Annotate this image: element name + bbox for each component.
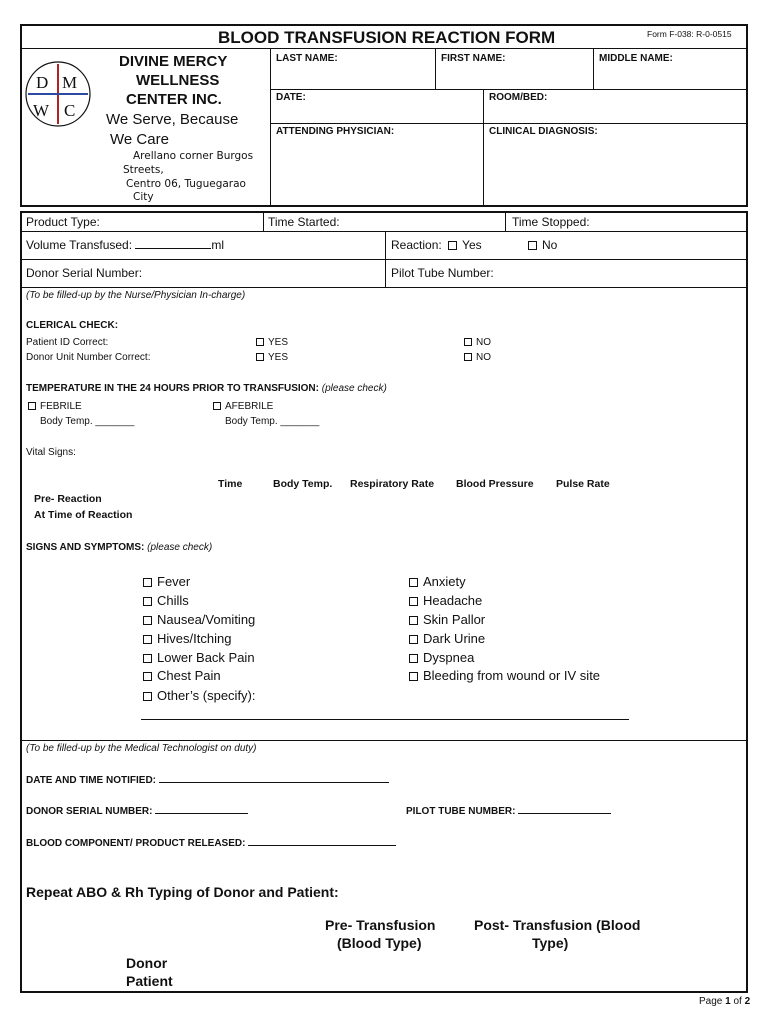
medtech-note: (To be filled-up by the Medical Technologist on duty) (26, 743, 257, 754)
page-indicator (699, 996, 750, 1007)
hives-label: Hives/Itching (157, 631, 232, 646)
donor-unit-no-label: NO (476, 352, 491, 363)
pre-transfusion-header-1: Pre- Transfusion (325, 917, 436, 933)
svg-text:C: C (64, 101, 76, 120)
others-specify-line[interactable] (141, 719, 629, 720)
symptom-dyspnea (409, 650, 474, 665)
vital-col-respiratory-rate: Respiratory Rate (350, 478, 435, 490)
form-code: Form F-038: R-0-0515 (647, 29, 732, 39)
donor-unit-label: Donor Unit Number Correct: (26, 352, 151, 363)
room-bed-field[interactable]: ROOM/BED: (489, 92, 548, 103)
main-form-box (20, 211, 748, 993)
donor-serial-field[interactable]: Donor Serial Number: (26, 266, 143, 280)
pre-transfusion-header-2: (Blood Type) (337, 935, 422, 951)
dyspnea-label: Dyspnea (423, 650, 475, 665)
dark-urine-label: Dark Urine (423, 631, 486, 646)
medtech-pilot-tube-blank[interactable] (518, 813, 611, 814)
org-name-line-3: CENTER INC. (126, 91, 222, 108)
tagline-line-2: We Care (110, 131, 169, 148)
medtech-pilot-tube-field[interactable] (406, 806, 611, 817)
medtech-donor-serial-blank[interactable] (155, 813, 248, 814)
repeat-typing-heading: Repeat ABO & Rh Typing of Donor and Patient: (26, 884, 339, 900)
blood-component-label: BLOOD COMPONENT/ PRODUCT RELEASED: (26, 838, 246, 849)
medtech-divider (20, 740, 748, 741)
page-of-label: of (733, 996, 742, 1007)
middle-name-field[interactable]: MIDDLE NAME: (599, 53, 673, 64)
bleeding-checkbox[interactable] (409, 672, 418, 681)
pilot-tube-field[interactable]: Pilot Tube Number: (391, 266, 494, 280)
patient-id-no-label: NO (476, 337, 491, 348)
signs-heading (26, 542, 212, 553)
vital-row-time-of-reaction: At Time of Reaction (34, 509, 133, 521)
post-transfusion-header-1: Post- Transfusion (Blood (474, 917, 641, 933)
medtech-donor-serial-field[interactable] (26, 806, 248, 817)
symptom-nausea (143, 612, 255, 627)
donor-unit-yes-label: YES (268, 352, 289, 363)
reaction-yes-checkbox[interactable] (448, 241, 457, 250)
afebrile-label: AFEBRILE (225, 401, 274, 412)
lower-back-pain-checkbox[interactable] (143, 654, 152, 663)
tagline-line-1: We Serve, Because (106, 111, 239, 128)
patient-id-yes-option (256, 337, 288, 348)
vital-col-time: Time (218, 478, 243, 490)
headache-label: Headache (423, 593, 483, 608)
reaction-no-option (528, 238, 557, 252)
reaction-no-checkbox[interactable] (528, 241, 537, 250)
lower-back-pain-label: Lower Back Pain (157, 650, 255, 665)
address-line-2: Streets, (123, 164, 164, 176)
transfusion-row-1 (20, 231, 748, 232)
vital-row-pre-reaction: Pre- Reaction (34, 493, 102, 505)
anxiety-label: Anxiety (423, 574, 466, 589)
symptom-chills (143, 593, 189, 608)
afebrile-checkbox[interactable] (213, 402, 221, 410)
transfusion-col-1 (263, 211, 264, 231)
donor-unit-yes-option (256, 352, 288, 363)
skin-pallor-label: Skin Pallor (423, 612, 486, 627)
transfusion-col-3 (385, 231, 386, 287)
date-time-notified-field[interactable] (26, 775, 389, 786)
address-line-4: City (133, 191, 154, 203)
time-stopped-field[interactable]: Time Stopped: (512, 215, 590, 229)
donor-unit-no-checkbox[interactable] (464, 353, 472, 361)
transfusion-col-2 (505, 211, 506, 231)
title-divider (20, 48, 748, 49)
svg-text:W: W (33, 101, 50, 120)
febrile-option (28, 401, 82, 412)
address-line-3: Centro 06, Tuguegarao (126, 178, 246, 190)
afebrile-body-temp[interactable]: Body Temp. _______ (225, 416, 320, 427)
patient-grid-col-3 (483, 89, 484, 207)
bleeding-label: Bleeding from wound or IV site (423, 668, 601, 683)
febrile-body-temp[interactable]: Body Temp. _______ (40, 416, 135, 427)
anxiety-checkbox[interactable] (409, 578, 418, 587)
address-line-1: Arellano corner Burgos (133, 150, 254, 162)
org-name-line-1: DIVINE MERCY (119, 53, 228, 70)
date-time-notified-blank[interactable] (159, 782, 389, 783)
product-type-field[interactable]: Product Type: (26, 215, 100, 229)
afebrile-option (213, 401, 273, 412)
transfusion-row-3 (20, 287, 748, 288)
symptom-hives (143, 631, 231, 646)
patient-grid-row-1 (270, 89, 748, 90)
reaction-yes-label: Yes (462, 238, 482, 252)
chest-pain-label: Chest Pain (157, 668, 221, 683)
donor-row-label: Donor (126, 955, 168, 971)
symptom-chest-pain (143, 668, 221, 683)
nausea-checkbox[interactable] (143, 616, 152, 625)
volume-label: Volume Transfused: (26, 238, 136, 252)
symptom-others (143, 688, 256, 703)
febrile-checkbox[interactable] (28, 402, 36, 410)
symptom-headache (409, 593, 482, 608)
chills-label: Chills (157, 593, 189, 608)
vital-col-blood-pressure: Blood Pressure (456, 478, 534, 490)
fever-label: Fever (157, 574, 191, 589)
medtech-donor-serial-label: DONOR SERIAL NUMBER: (26, 806, 153, 817)
donor-unit-no-option (464, 352, 491, 363)
org-name-line-2: WELLNESS (136, 72, 220, 89)
symptom-bleeding (409, 668, 600, 683)
chest-pain-checkbox[interactable] (143, 672, 152, 681)
donor-unit-yes-checkbox[interactable] (256, 353, 264, 361)
clinical-diagnosis-field[interactable]: CLINICAL DIAGNOSIS: (489, 126, 598, 137)
signs-heading-label: SIGNS AND SYMPTOMS: (26, 542, 145, 553)
date-time-notified-label: DATE AND TIME NOTIFIED: (26, 775, 156, 786)
dmwc-logo-icon (24, 60, 92, 128)
dark-urine-checkbox[interactable] (409, 635, 418, 644)
patient-id-label: Patient ID Correct: (26, 337, 109, 348)
svg-text:D: D (36, 73, 49, 92)
symptom-fever (143, 574, 190, 589)
fever-checkbox[interactable] (143, 578, 152, 587)
clerical-heading: CLERICAL CHECK: (26, 320, 119, 331)
nurse-note: (To be filled-up by the Nurse/Physician In-charge) (26, 290, 246, 301)
reaction-field (391, 238, 482, 252)
volume-blank[interactable] (135, 248, 211, 249)
symptom-anxiety (409, 574, 466, 589)
page-total: 2 (744, 996, 751, 1007)
temperature-heading-label: TEMPERATURE IN THE 24 HOURS PRIOR TO TRANSFUSION: (26, 383, 319, 394)
attending-physician-field[interactable]: ATTENDING PHYSICIAN: (276, 126, 395, 137)
symptom-lower-back-pain (143, 650, 255, 665)
patient-id-yes-label: YES (268, 337, 289, 348)
signs-please-check: (please check) (147, 542, 213, 553)
patient-grid-col-1 (435, 48, 436, 89)
dyspnea-checkbox[interactable] (409, 654, 418, 663)
first-name-field[interactable]: FIRST NAME: (441, 53, 506, 64)
reaction-no-label: No (542, 238, 558, 252)
svg-text:M: M (62, 73, 78, 92)
others-label: Other’s (specify): (157, 688, 256, 703)
patient-grid-row-2 (270, 123, 748, 124)
form-title: BLOOD TRANSFUSION REACTION FORM (218, 28, 556, 47)
blood-component-field[interactable] (26, 838, 396, 849)
others-checkbox[interactable] (143, 692, 152, 701)
vital-col-pulse-rate: Pulse Rate (556, 478, 610, 490)
vital-signs-label: Vital Signs: (26, 447, 76, 458)
page-label: Page (699, 996, 723, 1007)
symptom-dark-urine (409, 631, 485, 646)
date-field[interactable]: DATE: (276, 92, 306, 103)
patient-id-no-checkbox[interactable] (464, 338, 472, 346)
vital-col-body-temp: Body Temp. (273, 478, 333, 490)
temperature-heading (26, 383, 387, 394)
reaction-label: Reaction: (391, 238, 442, 252)
volume-transfused-field[interactable] (26, 238, 224, 252)
medtech-pilot-tube-label: PILOT TUBE NUMBER: (406, 806, 516, 817)
chills-checkbox[interactable] (143, 597, 152, 606)
patient-grid-left-border (270, 48, 271, 207)
last-name-field[interactable]: LAST NAME: (276, 53, 338, 64)
page-number: 1 (725, 996, 731, 1007)
patient-grid-col-2 (593, 48, 594, 89)
volume-unit: ml (211, 238, 225, 252)
skin-pallor-checkbox[interactable] (409, 616, 418, 625)
temperature-please-check: (please check) (321, 383, 387, 394)
post-transfusion-header-2: Type) (532, 935, 569, 951)
patient-id-yes-checkbox[interactable] (256, 338, 264, 346)
time-started-field[interactable]: Time Started: (268, 215, 340, 229)
transfusion-row-2 (20, 259, 748, 260)
hives-checkbox[interactable] (143, 635, 152, 644)
blood-component-blank[interactable] (248, 845, 396, 846)
patient-id-no-option (464, 337, 491, 348)
symptom-skin-pallor (409, 612, 485, 627)
febrile-label: FEBRILE (40, 401, 82, 412)
patient-row-label: Patient (126, 973, 173, 989)
nausea-label: Nausea/Vomiting (157, 612, 256, 627)
headache-checkbox[interactable] (409, 597, 418, 606)
